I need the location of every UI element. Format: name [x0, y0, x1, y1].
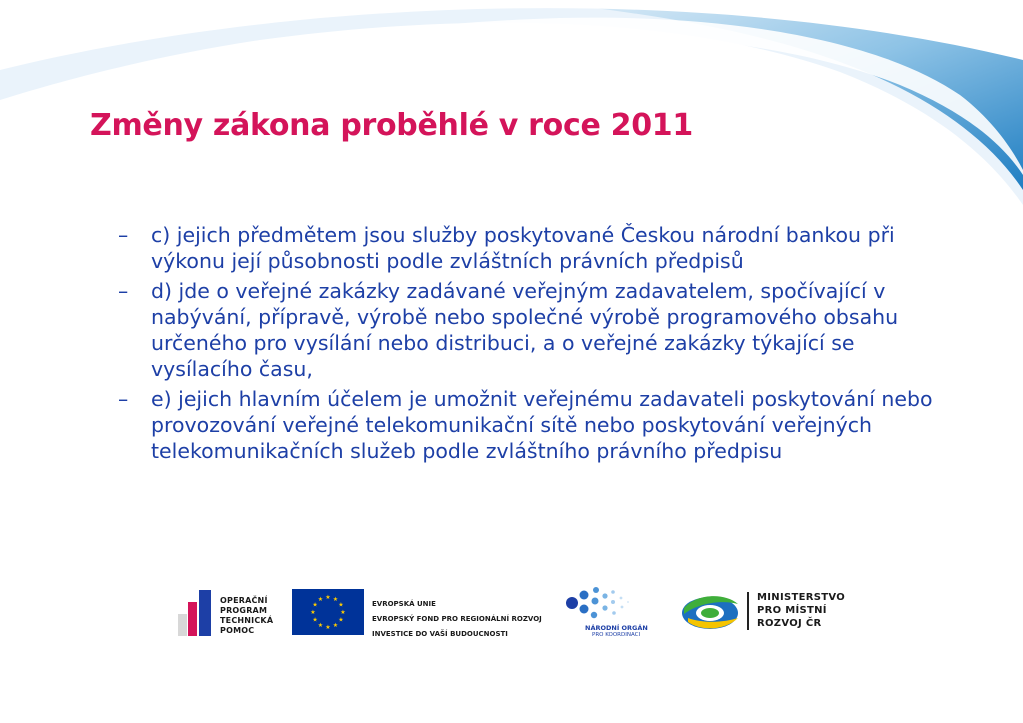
narodni-organ-sub: PRO KOORDINACI: [592, 632, 641, 638]
bullet-list: [118, 222, 948, 468]
op-tp-line: OPERAČNÍ: [220, 596, 268, 605]
bullet-dash: –: [118, 387, 129, 411]
eu-star: ★: [312, 616, 318, 624]
dots-cluster-icon: [562, 585, 632, 625]
op-tp-bars-icon: [176, 590, 216, 636]
eu-star: ★: [338, 616, 344, 624]
eu-star: ★: [325, 624, 331, 631]
eu-line: EVROPSKÁ UNIE: [372, 600, 436, 608]
bullet-text-c: c) jejich předmětem jsou služby poskytované Českou národní bankou při výkonu její působnosti podle zvláštních právních předpisů: [151, 223, 895, 273]
eu-star: ★: [317, 596, 324, 604]
mmr-line: ROZVOJ ČR: [757, 618, 822, 629]
eu-flag-icon: [292, 589, 364, 635]
bullet-text-e: e) jejich hlavním účelem je umožnit veřejnému zadavateli poskytování nebo provozování veřejné telekomunikační sítě nebo poskytování veřejných telekomunikačních služeb podle zvláštního právního předpisu: [151, 387, 933, 463]
eu-star: ★: [332, 596, 339, 604]
op-tp-line: PROGRAM: [220, 606, 268, 615]
bullet-item-e: [118, 386, 948, 464]
mmr-emblem-icon: [680, 592, 742, 632]
eu-line: INVESTICE DO VAŠÍ BUDOUCNOSTI: [372, 630, 508, 638]
eu-star: ★: [317, 621, 324, 629]
mmr-line: MINISTERSTVO: [757, 592, 846, 603]
mmr-separator: [747, 592, 749, 630]
eu-line: EVROPSKÝ FOND PRO REGIONÁLNÍ ROZVOJ: [372, 615, 542, 623]
mmr-line: PRO MÍSTNÍ: [757, 605, 827, 616]
eu-logo-text: [372, 597, 542, 642]
narodni-organ-name: NÁRODNÍ ORGÁN: [585, 624, 648, 632]
slide-title: Změny zákona proběhlé v roce 2011: [90, 108, 693, 143]
op-tp-line: POMOC: [220, 626, 255, 635]
op-tp-logo-text: [220, 596, 273, 636]
bullet-text-d: d) jde o veřejné zakázky zadávané veřejným zadavatelem, spočívající v nabývání, přípravě, výrobě nebo společné výrobě programového obsahu určeného pro vysílání nebo distribuci, a o veřejné zakázky týkající se vysílacího času,: [151, 279, 899, 381]
op-tp-line: TECHNICKÁ: [220, 616, 274, 625]
eu-star: ★: [340, 609, 346, 616]
eu-star: ★: [332, 621, 339, 629]
eu-star: ★: [338, 601, 344, 609]
bullet-item-d: [118, 278, 948, 382]
bullet-item-c: [118, 222, 948, 274]
bullet-dash: –: [118, 279, 129, 303]
bullet-dash: –: [118, 223, 129, 247]
mmr-logo-text: [757, 591, 845, 630]
eu-star: ★: [312, 601, 318, 609]
eu-star: ★: [325, 594, 331, 601]
eu-star: ★: [310, 609, 316, 616]
